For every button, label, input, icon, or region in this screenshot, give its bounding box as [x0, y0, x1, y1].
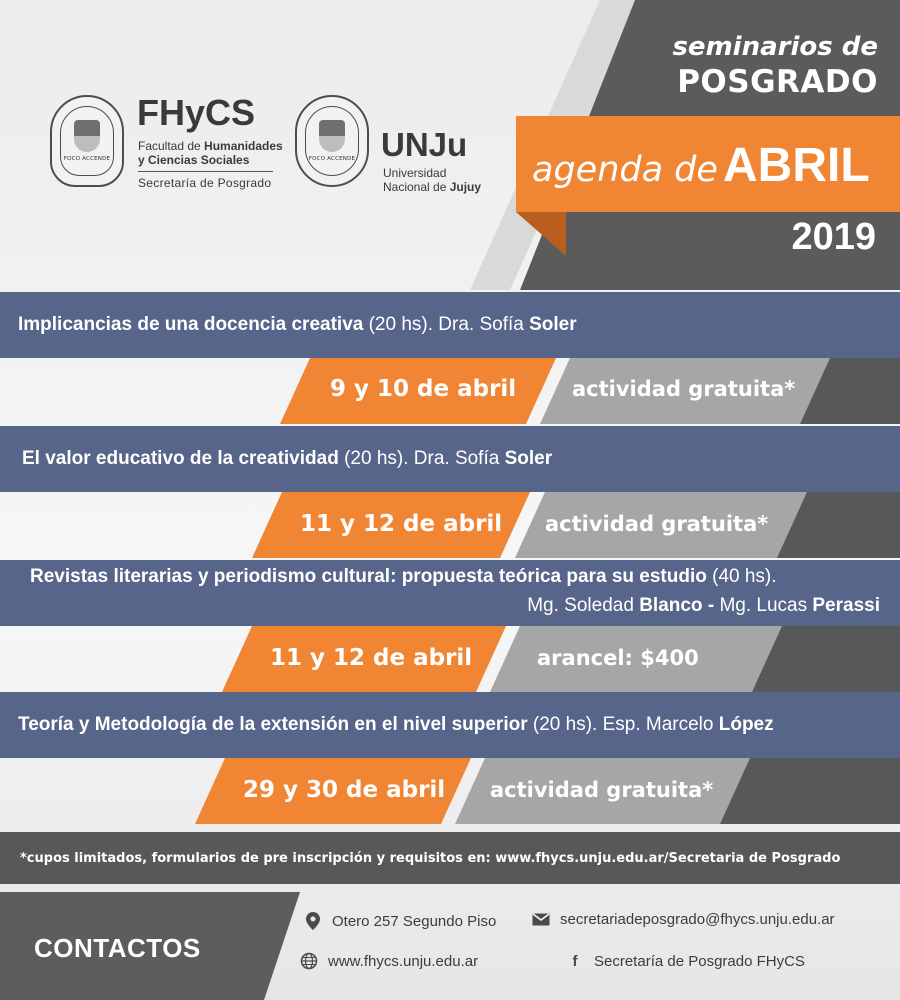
globe-icon — [300, 952, 318, 970]
contact-email-text: secretariadeposgrado@fhycs.unju.edu.ar — [560, 910, 835, 928]
agenda-heading — [532, 138, 870, 193]
seminar-3-teacher2-prefix: Mg. Lucas — [719, 595, 813, 616]
seminar-2-note: actividad gratuita* — [545, 512, 769, 536]
contacts-label: CONTACTOS — [34, 933, 201, 963]
seminar-4-title — [18, 714, 774, 736]
seminar-4-teacher: López — [718, 714, 774, 735]
contact-address — [304, 912, 496, 930]
seminar-4-details: (20 hs). Esp. Marcelo — [527, 714, 719, 735]
seminar-3-teacher1: Blanco — [639, 595, 703, 616]
seminar-3-name: Revistas literarias y periodismo cultural: propuesta teórica para su estudio — [30, 566, 707, 587]
seminar-3-title — [30, 566, 777, 588]
agenda-year: 2019 — [791, 216, 876, 258]
unju-seal-icon — [295, 95, 369, 187]
seminar-2-title — [22, 448, 552, 470]
seminar-3-note: arancel: $400 — [537, 646, 699, 670]
seminar-1-details: (20 hs). Dra. Sofía — [363, 314, 530, 335]
fhycs-seal-icon — [50, 95, 124, 187]
seminar-2-name: El valor educativo de la creatividad — [22, 448, 339, 469]
seminar-3-date-row — [0, 626, 900, 692]
seminar-2-teacher: Soler — [504, 448, 553, 469]
fhycs-line2: y Ciencias Sociales — [138, 153, 250, 167]
unju-line2-b: Jujuy — [449, 180, 482, 194]
fhycs-line1-b: Humanidades — [204, 139, 283, 153]
contact-facebook-text: Secretaría de Posgrado FHyCS — [594, 952, 805, 970]
seminar-1-name: Implicancias de una docencia creativa — [18, 314, 364, 335]
seminar-3-band — [0, 560, 900, 626]
fhycs-logo-line1 — [138, 139, 283, 153]
seminar-1-teacher: Soler — [529, 314, 577, 335]
fhycs-divider — [138, 171, 273, 172]
seminar-2-date-row — [0, 492, 900, 558]
seminar-3-date: 11 y 12 de abril — [270, 645, 473, 671]
seminar-1-date-row — [0, 358, 900, 424]
seminar-1-note: actividad gratuita* — [572, 377, 796, 401]
header-kicker: seminarios de — [672, 32, 878, 62]
seminar-2-band — [0, 426, 900, 492]
contact-website-text: www.fhycs.unju.edu.ar — [328, 952, 479, 970]
contact-address-text: Otero 257 Segundo Piso — [332, 912, 497, 930]
seminar-3-teacher1-prefix: Mg. Soledad — [527, 595, 640, 616]
unju-logo-name: UNJu — [381, 126, 468, 163]
seminar-4-band — [0, 692, 900, 758]
seminar-4-date: 29 y 30 de abril — [243, 777, 446, 803]
unju-seal-motto: FOCO ACCENDE — [308, 156, 356, 162]
seminar-2-details: (20 hs). Dra. Sofía — [338, 448, 505, 469]
seminar-1-date: 9 y 10 de abril — [330, 376, 517, 402]
footer-note: *cupos limitados, formularios de pre inscripción y requisitos en: www.fhycs.unju.edu.ar/Secretaria de Posgrado — [20, 851, 841, 866]
seminar-1-band — [0, 292, 900, 358]
seminar-4-name: Teoría y Metodología de la extensión en el nivel superior — [18, 714, 528, 735]
seminar-1-title — [18, 314, 577, 336]
contact-website[interactable] — [300, 952, 478, 970]
fhycs-line1-a: Facultad de — [138, 139, 205, 153]
facebook-icon: f — [572, 952, 578, 970]
fhycs-seal-motto: FOCO ACCENDE — [63, 156, 111, 162]
unju-line2-a: Nacional de — [383, 180, 450, 194]
unju-logo-line2 — [383, 180, 481, 194]
fhycs-logo-line2 — [138, 153, 249, 167]
unju-logo-line1: Universidad — [383, 166, 447, 180]
agenda-prefix: agenda de — [532, 150, 718, 190]
fhycs-logo-name: FHyCS — [137, 92, 256, 133]
seminar-3-teachers — [527, 595, 880, 617]
agenda-month: ABRIL — [723, 139, 870, 192]
fhycs-logo-line3: Secretaría de Posgrado — [138, 176, 272, 190]
seminar-4-note: actividad gratuita* — [490, 778, 714, 802]
seminar-2-date: 11 y 12 de abril — [300, 511, 503, 537]
contact-email[interactable] — [532, 910, 835, 928]
seminar-3-sep: - — [702, 595, 720, 616]
seminar-4-date-row — [0, 758, 900, 824]
seminar-3-details: (40 hs). — [706, 566, 777, 587]
contact-facebook[interactable] — [566, 952, 805, 970]
envelope-icon — [532, 910, 550, 928]
location-pin-icon — [304, 912, 322, 930]
seminar-3-teacher2: Perassi — [812, 595, 880, 616]
header-title: POSGRADO — [677, 64, 878, 100]
